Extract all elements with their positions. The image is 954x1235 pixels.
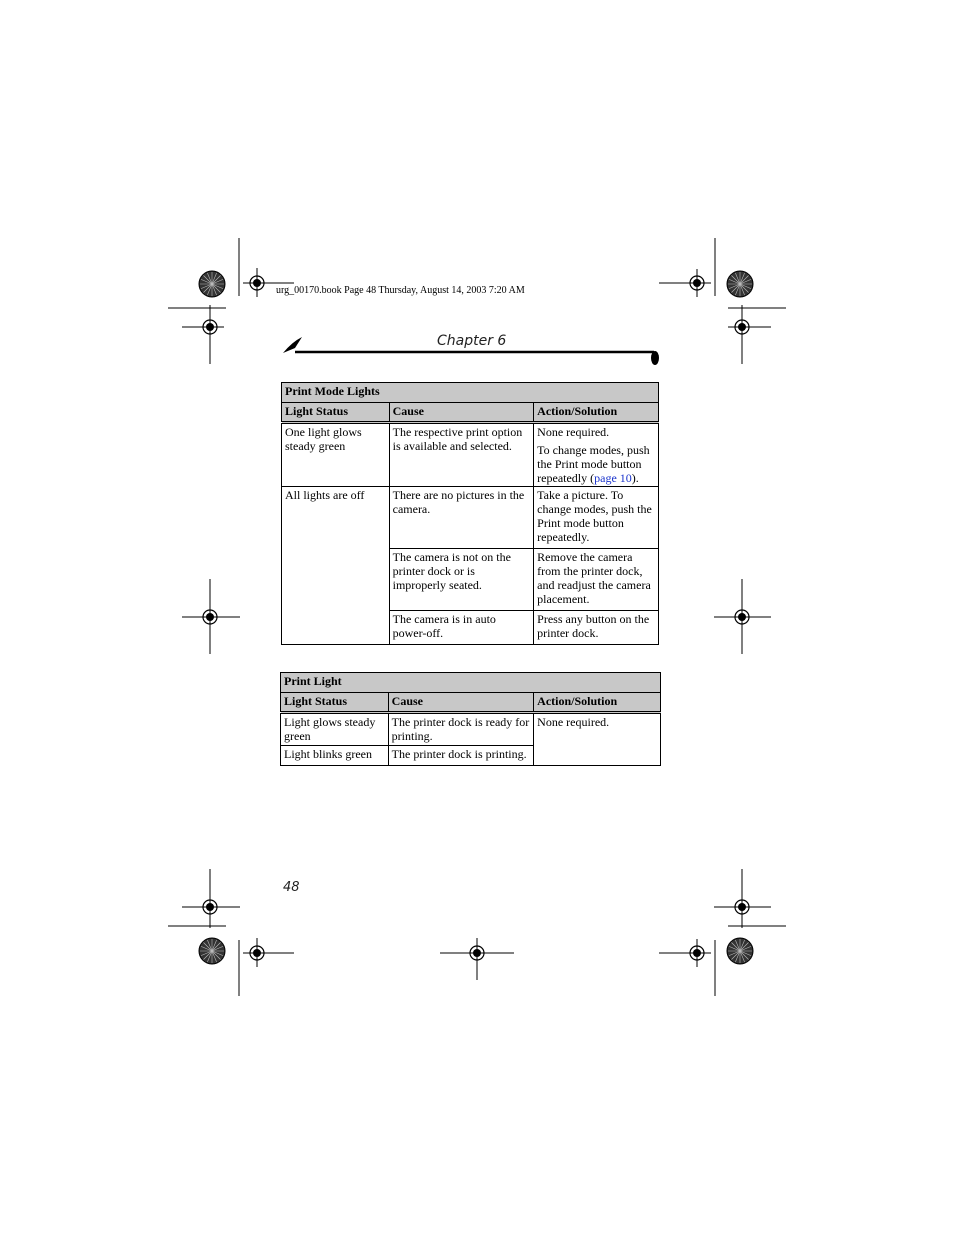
action-text-prefix: To change modes, push the Print mode button repeatedly ( bbox=[537, 443, 650, 485]
action-cell: None required. bbox=[534, 713, 661, 766]
cause-cell: There are no pictures in the camera. bbox=[389, 487, 534, 549]
action-cell: Take a picture. To change modes, push the Print mode button repeatedly. bbox=[534, 487, 659, 549]
column-header: Cause bbox=[388, 693, 534, 713]
print-light-table bbox=[280, 672, 661, 766]
cause-cell: The printer dock is ready for printing. bbox=[388, 713, 534, 746]
table-title: Print Mode Lights bbox=[282, 383, 659, 403]
light-status-cell: Light glows steady green bbox=[281, 713, 389, 746]
cause-cell: The printer dock is printing. bbox=[388, 746, 534, 766]
column-header: Cause bbox=[389, 403, 534, 423]
column-header: Light Status bbox=[282, 403, 390, 423]
table-title: Print Light bbox=[281, 673, 661, 693]
action-cell bbox=[534, 423, 659, 487]
light-status-cell: Light blinks green bbox=[281, 746, 389, 766]
light-status-cell: All lights are off bbox=[282, 487, 390, 645]
print-header-line: urg_00170.book Page 48 Thursday, August 14, 2003 7:20 AM bbox=[276, 285, 525, 296]
page-number: 48 bbox=[283, 880, 300, 895]
cause-cell: The respective print option is available and selected. bbox=[389, 423, 534, 487]
cause-cell: The camera is in auto power-off. bbox=[389, 611, 534, 645]
table-row bbox=[281, 713, 661, 746]
action-text bbox=[537, 443, 655, 485]
action-cell: Remove the camera from the printer dock, and readjust the camera placement. bbox=[534, 549, 659, 611]
cause-cell: The camera is not on the printer dock or is improperly seated. bbox=[389, 549, 534, 611]
table-row bbox=[282, 423, 659, 487]
table-row bbox=[282, 487, 659, 549]
action-text-suffix: ). bbox=[631, 471, 639, 485]
print-mode-lights-table bbox=[281, 382, 659, 645]
action-cell: Press any button on the printer dock. bbox=[534, 611, 659, 645]
column-header: Light Status bbox=[281, 693, 389, 713]
page-link[interactable]: page 10 bbox=[594, 471, 632, 485]
column-header: Action/Solution bbox=[534, 403, 659, 423]
chapter-heading: Chapter 6 bbox=[437, 333, 507, 349]
action-text: None required. bbox=[537, 425, 610, 439]
light-status-cell: One light glows steady green bbox=[282, 423, 390, 487]
column-header: Action/Solution bbox=[534, 693, 661, 713]
